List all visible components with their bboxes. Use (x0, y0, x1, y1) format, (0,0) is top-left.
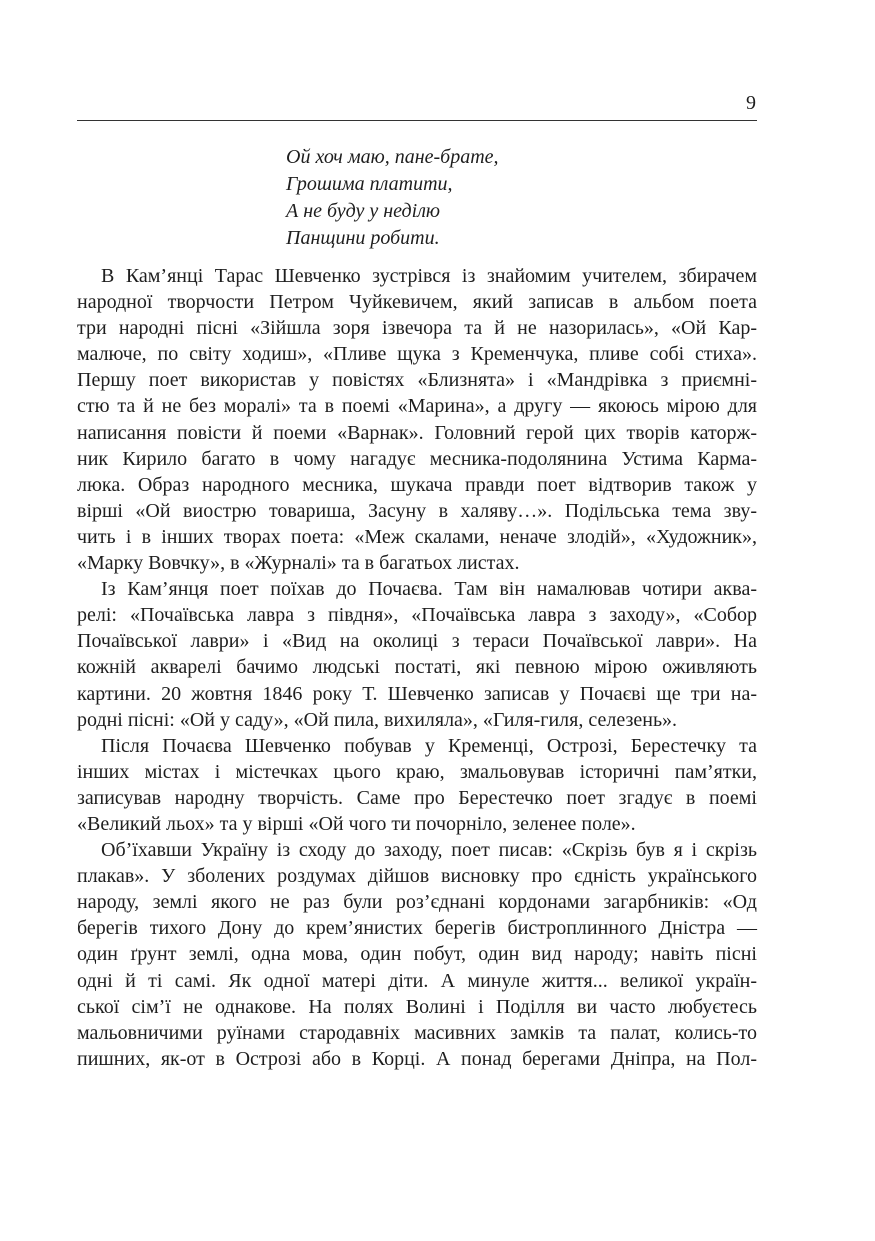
text-line: В Кам’янці Тарас Шевченко зустрівся із знайомим учителем, збирачем (101, 265, 757, 287)
text-line: вірші «Ой виострю товариша, Засуну в халяву…». Подільська тема зву- (77, 499, 757, 522)
text-line: Першу поет використав у повістях «Близнята» і «Мандрівка з приємні- (77, 369, 757, 392)
poem-line: Панщини робити. (286, 227, 440, 249)
text-line: три народні пісні «Зійшла зоря ізвечора та й не назорилась», «Ой Кар- (77, 317, 757, 340)
text-line: плакав». У зболених роздумах дійшов висновку про єдність українського (77, 865, 757, 888)
text-line: народу, землі якого не раз були роз’єднані кордонами загарбників: «Од (77, 891, 757, 914)
text-line: Об’їхавши Україну із сходу до заходу, поет писав: «Скрізь був я і скрізь (101, 839, 757, 862)
text-line: берегів тихого Дону до крем’янистих берегів бистроплинного Дністра — (77, 917, 757, 940)
text-line: ник Кирило багато в чому нагадує месника-подолянина Устима Карма- (77, 447, 757, 470)
text-line: мальовничими руїнами стародавніх масивних замків та палат, колись-то (77, 1021, 757, 1044)
header-rule (77, 120, 757, 121)
text-line: люка. Образ народного месника, шукача правди поет відтворив також у (77, 473, 757, 496)
text-line: стю та й не без моралі» та в поемі «Марина», а другу — якоюсь мірою для (77, 395, 757, 418)
text-line: кожній акварелі бачимо людські постаті, які певною мірою оживляють (77, 656, 757, 679)
text-line: ської сім’ї не однакове. На полях Волині і Поділля ви часто любуєтесь (77, 995, 757, 1018)
body-text (77, 263, 757, 1072)
text-line: записував народну творчість. Саме про Берестечко поет згадує в поемі (77, 786, 757, 809)
poem-line: Ой хоч маю, пане-брате, (286, 146, 499, 168)
text-line: одні й ті самі. Як одної матері діти. А минуле життя... великої україн- (77, 969, 757, 992)
text-line: Після Почаєва Шевченко побував у Кременці, Острозі, Берестечку та (101, 734, 757, 757)
text-line: «Великий льох» та у вірші «Ой чого ти почорніло, зеленее поле». (77, 812, 636, 835)
text-line: «Марку Вовчку», в «Журналі» та в багатьох листах. (77, 552, 520, 575)
poem-line: А не буду у неділю (286, 200, 441, 222)
text-line: малюче, по світу ходиш», «Пливе щука з Кременчука, пливе собі стиха». (77, 343, 757, 366)
text-line: написання повісти й поеми «Варнак». Головний герой цих творів каторж- (77, 421, 757, 444)
text-line: один ґрунт землі, одна мова, один побут, один вид народу; навіть пісні (77, 943, 757, 966)
page-number: 9 (746, 92, 756, 114)
text-line: релі: «Почаївська лавра з півдня», «Почаївська лавра з заходу», «Собор (77, 604, 757, 627)
text-line: чить і в інших творах поета: «Меж скалами, неначе злодій», «Художник», (77, 525, 757, 548)
text-line: родні пісні: «Ой у саду», «Ой пила, вихиляла», «Гиля-гиля, селезень». (77, 708, 678, 731)
text-line: картини. 20 жовтня 1846 року Т. Шевченко записав у Почаєві ще три на- (77, 682, 757, 705)
text-line: народної творчости Петром Чуйкевичем, який записав в альбом поета (77, 291, 757, 314)
text-line: інших містах і містечках цього краю, змальовував історичні пам’ятки, (77, 760, 757, 783)
text-line: пишних, як-от в Острозі або в Корці. А понад берегами Дніпра, на Пол- (77, 1047, 757, 1070)
text-line: Почаївської лаври» і «Вид на околиці з тераси Почаївської лаври». На (77, 630, 757, 653)
poem-line: Грошима платити, (286, 173, 453, 195)
poem-stanza (286, 144, 499, 252)
text-line: Із Кам’янця поет поїхав до Почаєва. Там він намалював чотири аква- (101, 578, 757, 601)
